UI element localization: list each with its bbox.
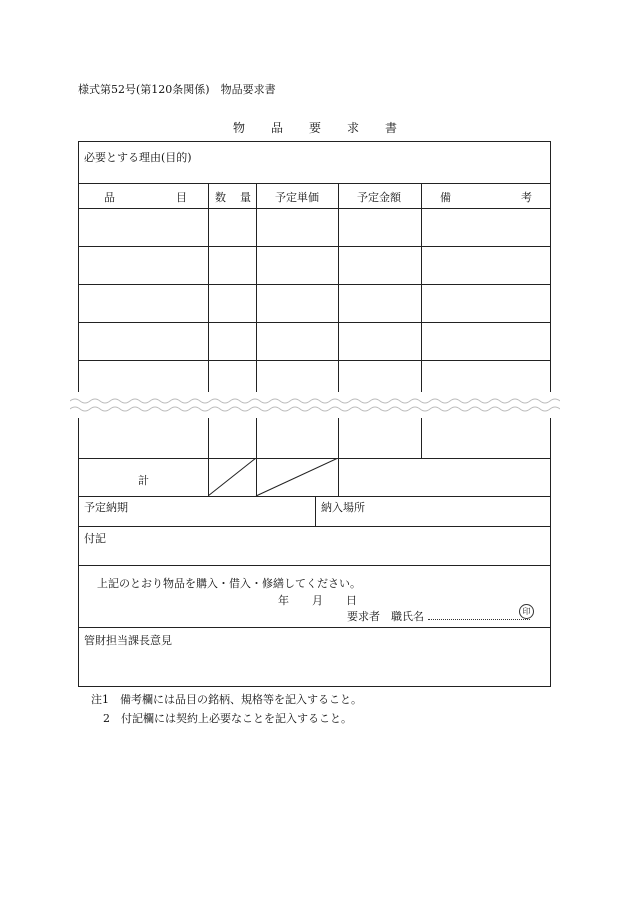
- notes-label: 付記: [84, 532, 106, 545]
- signature-line: [428, 619, 530, 620]
- divider: [315, 496, 316, 526]
- date-month: 月: [312, 594, 323, 607]
- form-number-title: 様式第52号(第120条関係) 物品要求書: [78, 83, 276, 96]
- wavy-break-lines: [70, 392, 560, 418]
- delivery-place-label: 納入場所: [321, 501, 365, 514]
- header-amount: 予定金額: [357, 191, 401, 204]
- divider: [78, 208, 551, 209]
- request-statement: 上記のとおり物品を購入・借入・修繕してください。: [97, 577, 361, 590]
- table-border-bottom: [78, 686, 551, 687]
- total-label: 計: [138, 474, 149, 487]
- reason-label: 必要とする理由(目的): [84, 151, 192, 164]
- header-qty-b: 量: [240, 191, 251, 204]
- delivery-date-label: 予定納期: [84, 501, 128, 514]
- header-qty-a: 数: [215, 191, 226, 204]
- divider: [78, 322, 551, 323]
- divider: [78, 565, 551, 566]
- seal-icon: 印: [519, 604, 534, 619]
- footnote-1: 注1 備考欄には品目の銘柄、規格等を記入すること。: [91, 693, 362, 706]
- header-item-b: 目: [176, 191, 187, 204]
- requester-label: 要求者 職氏名: [347, 610, 424, 623]
- divider: [256, 183, 257, 496]
- header-remarks-b: 考: [521, 191, 532, 204]
- divider: [208, 183, 209, 496]
- divider: [78, 627, 551, 628]
- table-border-top: [78, 141, 551, 142]
- footnote-2: 2 付記欄には契約上必要なことを記入すること。: [103, 712, 352, 725]
- divider: [78, 183, 551, 184]
- divider: [338, 183, 339, 496]
- header-unit-price: 予定単価: [275, 191, 319, 204]
- divider: [78, 526, 551, 527]
- date-year: 年: [278, 594, 289, 607]
- manager-opinion-label: 管財担当課長意見: [84, 634, 172, 647]
- header-remarks-a: 備: [440, 191, 451, 204]
- divider: [78, 246, 551, 247]
- divider: [78, 284, 551, 285]
- document-title: 物品要求書: [232, 121, 423, 135]
- total-diagonal-strikes: [208, 458, 339, 497]
- header-item-a: 品: [104, 191, 115, 204]
- date-day: 日: [346, 594, 357, 607]
- divider: [78, 360, 551, 361]
